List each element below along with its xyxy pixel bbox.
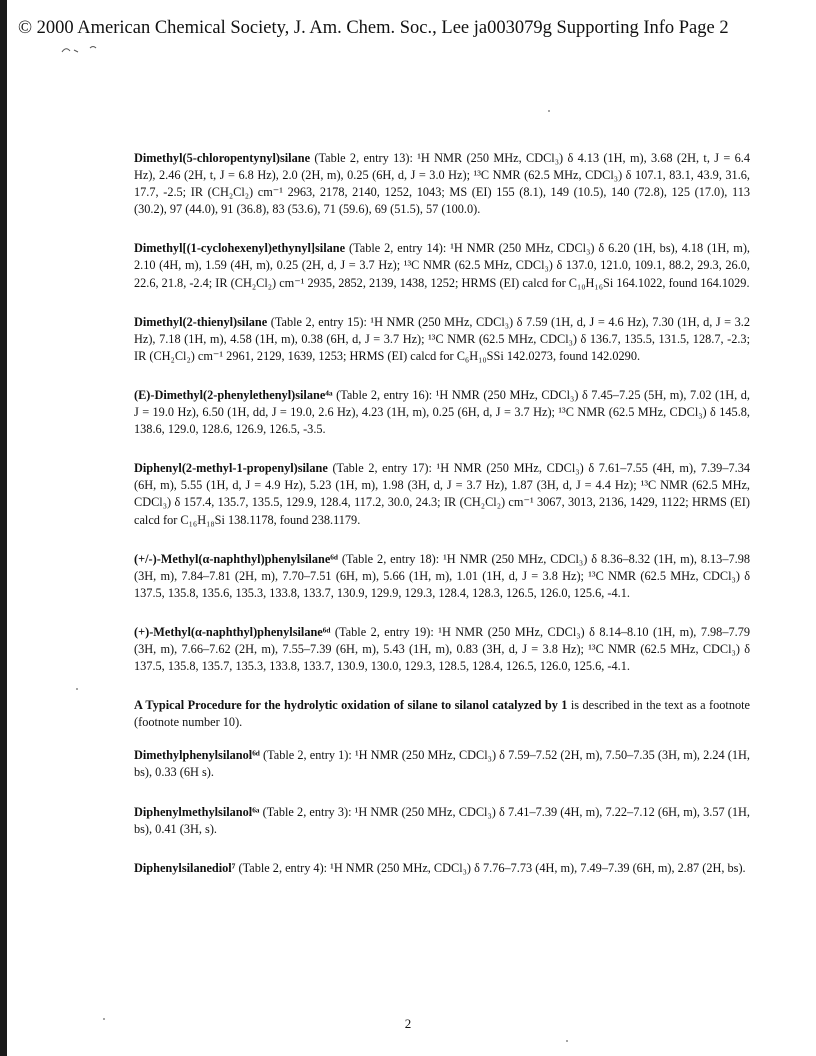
compound-name: Dimethyl[(1-cyclohexenyl)ethynyl]silane xyxy=(134,241,346,256)
entry-text: (Table 2, entry 16): ¹H NMR (250 MHz, CDCl₃) δ 7.45–7.25 (5H, m), 7.02 (1H, d, J = 19.0 Hz), 6.50 (1H, dd, J = 19.0, 2.6 Hz), 4.23 (1H, m), 0.25 (6H, d, J = 3.7 Hz); ¹³C NMR (62.5 MHz, CDCl₃) δ 145.8, 138.6, 129.0, 128.6, 126.9, 126.5, -3.5. xyxy=(134,387,750,437)
entry-text: (Table 2, entry 17): ¹H NMR (250 MHz, CDCl₃) δ 7.61–7.55 (4H, m), 7.39–7.34 (6H, m), 5.55 (1H, d, J = 4.9 Hz), 5.23 (1H, m), 1.98 (3H, d, J = 3.7 Hz), 1.87 (3H, d, J = 4.4 Hz); ¹³C NMR (62.5 MHz, CDCl₃) δ 157.4, 135.7, 135.5, 129.9, 128.4, 117.2, 30.0, 24.3; IR (CH₂Cl₂) cm⁻¹ 3067, 3013, 2136, 1429, 1122; HRMS (EI) calcd for C₁₆H₁₈Si 138.1178, found 238.1179. xyxy=(134,461,750,527)
scan-speck xyxy=(566,1040,568,1042)
procedure-title: A Typical Procedure for the hydrolytic oxidation of silane to silanol catalyzed by 1 xyxy=(134,698,568,713)
entry-text: (Table 2, entry 1): ¹H NMR (250 MHz, CDCl₃) δ 7.59–7.52 (2H, m), 7.50–7.35 (3H, m), 2.24 (1H, bs), 0.33 (6H s). xyxy=(134,748,750,780)
entry-text: (Table 2, entry 18): ¹H NMR (250 MHz, CDCl₃) δ 8.36–8.32 (1H, m), 8.13–7.98 (3H, m), 7.84–7.81 (2H, m), 7.70–7.51 (6H, m), 5.66 (1H, m), 1.01 (1H, d, J = 3.8 Hz); ¹³C NMR (62.5 MHz, CDCl₃) δ 137.5, 135.8, 135.6, 135.3, 133.8, 133.7, 130.9, 129.9, 129.3, 128.4, 128.3, 126.5, 126.0, 125.6, -4.1. xyxy=(134,551,750,600)
entry-paragraph xyxy=(134,551,750,602)
entry-text: (Table 2, entry 15): ¹H NMR (250 MHz, CDCl₃) δ 7.59 (1H, d, J = 4.6 Hz), 7.30 (1H, d, J = 3.2 Hz), 7.18 (1H, m), 4.58 (1H, m), 0.38 (6H, d, J = 3.7 Hz); ¹³C NMR (62.5 MHz, CDCl₃) δ 136.7, 135.5, 131.5, 128.7, -2.3; IR (CH₂Cl₂) cm⁻¹ 2961, 2129, 1639, 1253; HRMS (EI) calcd for C₆H₁₀SSi 142.0273, found 142.0290. xyxy=(134,314,750,363)
compound-name: Diphenylsilanediol⁷ xyxy=(134,860,236,875)
entry-text: (Table 2, entry 19): ¹H NMR (250 MHz, CDCl₃) δ 8.14–8.10 (1H, m), 7.98–7.79 (3H, m), 7.66–7.62 (2H, m), 7.55–7.39 (6H, m), 5.43 (1H, m), 0.83 (3H, d, J = 3.8 Hz); ¹³C NMR (62.5 MHz, CDCl₃) δ 137.5, 135.8, 135.7, 135.3, 133.8, 133.7, 130.9, 130.0, 129.3, 128.5, 128.4, 126.5, 126.0, 125.6, -4.1. xyxy=(134,624,750,674)
scan-speck xyxy=(76,688,78,690)
entry-paragraph xyxy=(134,314,750,365)
compound-name: (E)-Dimethyl(2-phenylethenyl)silane⁴ᵃ xyxy=(134,387,333,402)
entry-text: (Table 2, entry 4): ¹H NMR (250 MHz, CDCl₃) δ 7.76–7.73 (4H, m), 7.49–7.39 (6H, m), 2.87 (2H, bs). xyxy=(235,860,746,875)
scan-edge-bar xyxy=(0,0,7,1056)
page-number: 2 xyxy=(404,1016,412,1031)
entry-paragraph xyxy=(134,460,750,528)
scan-speck xyxy=(548,110,550,112)
procedure-text: is described in the text as a footnote (footnote number 10). xyxy=(134,698,751,730)
compound-name: Dimethylphenylsilanol⁶ᵈ xyxy=(134,748,260,763)
entry-text: (Table 2, entry 3): ¹H NMR (250 MHz, CDCl₃) δ 7.41–7.39 (4H, m), 7.22–7.12 (6H, m), 3.57 (1H, bs), 0.41 (3H, s). xyxy=(134,804,750,836)
page-header: © 2000 American Chemical Society, J. Am. Chem. Soc., Lee ja003079g Supporting Info Page 2 xyxy=(18,18,729,38)
entry-paragraph xyxy=(134,804,750,838)
entry-text: (Table 2, entry 14): ¹H NMR (250 MHz, CDCl₃) δ 6.20 (1H, bs), 4.18 (1H, m), 2.10 (4H, m), 1.59 (4H, m), 0.25 (2H, d, J = 3.7 Hz); ¹³C NMR (62.5 MHz, CDCl₃) δ 137.0, 121.0, 109.1, 88.2, 29.3, 26.0, 22.6, 21.8, -2.4; IR (CH₂Cl₂) cm⁻¹ 2935, 2852, 2139, 1438, 1252; HRMS (EI) calcd for C₁₀H₁₆Si 164.1022, found 164.1029. xyxy=(134,241,750,290)
entry-paragraph xyxy=(134,860,750,877)
compound-name: Dimethyl(2-thienyl)silane xyxy=(134,314,268,329)
entry-paragraph xyxy=(134,150,750,218)
entry-paragraph xyxy=(134,387,750,438)
compound-name: (+)-Methyl(α-naphthyl)phenylsilane⁶ᵈ xyxy=(134,624,331,639)
entry-paragraph xyxy=(134,240,750,291)
entry-paragraph xyxy=(134,747,750,781)
compound-name: (+/-)-Methyl(α-naphthyl)phenylsilane⁶ᵈ xyxy=(134,551,338,566)
compound-name: Diphenyl(2-methyl-1-propenyl)silane xyxy=(134,461,328,476)
scan-mark xyxy=(60,42,110,58)
compound-name: Dimethyl(5-chloropentynyl)silane xyxy=(134,151,311,165)
entry-paragraph xyxy=(134,624,750,675)
compound-name: Diphenylmethylsilanol⁶ᵃ xyxy=(134,804,260,819)
entry-text: (Table 2, entry 13): ¹H NMR (250 MHz, CDCl₃) δ 4.13 (1H, m), 3.68 (2H, t, J = 6.4 Hz), 2.46 (2H, t, J = 6.8 Hz), 2.0 (2H, m), 0.25 (6H, d, J = 3.0 Hz); ¹³C NMR (62.5 MHz, CDCl₃) δ 107.1, 83.1, 43.9, 31.6, 17.7, -2.5; IR (CH₂Cl₂) cm⁻¹ 2963, 2178, 2140, 1252, 1043; MS (EI) 155 (8.1), 149 (10.5), 140 (72.8), 125 (17.0), 113 (30.2), 97 (44.0), 91 (36.8), 83 (53.6), 71 (59.6), 69 (51.5), 57 (100.0). xyxy=(134,151,750,217)
procedure-paragraph xyxy=(134,697,750,731)
document-body xyxy=(134,150,750,899)
